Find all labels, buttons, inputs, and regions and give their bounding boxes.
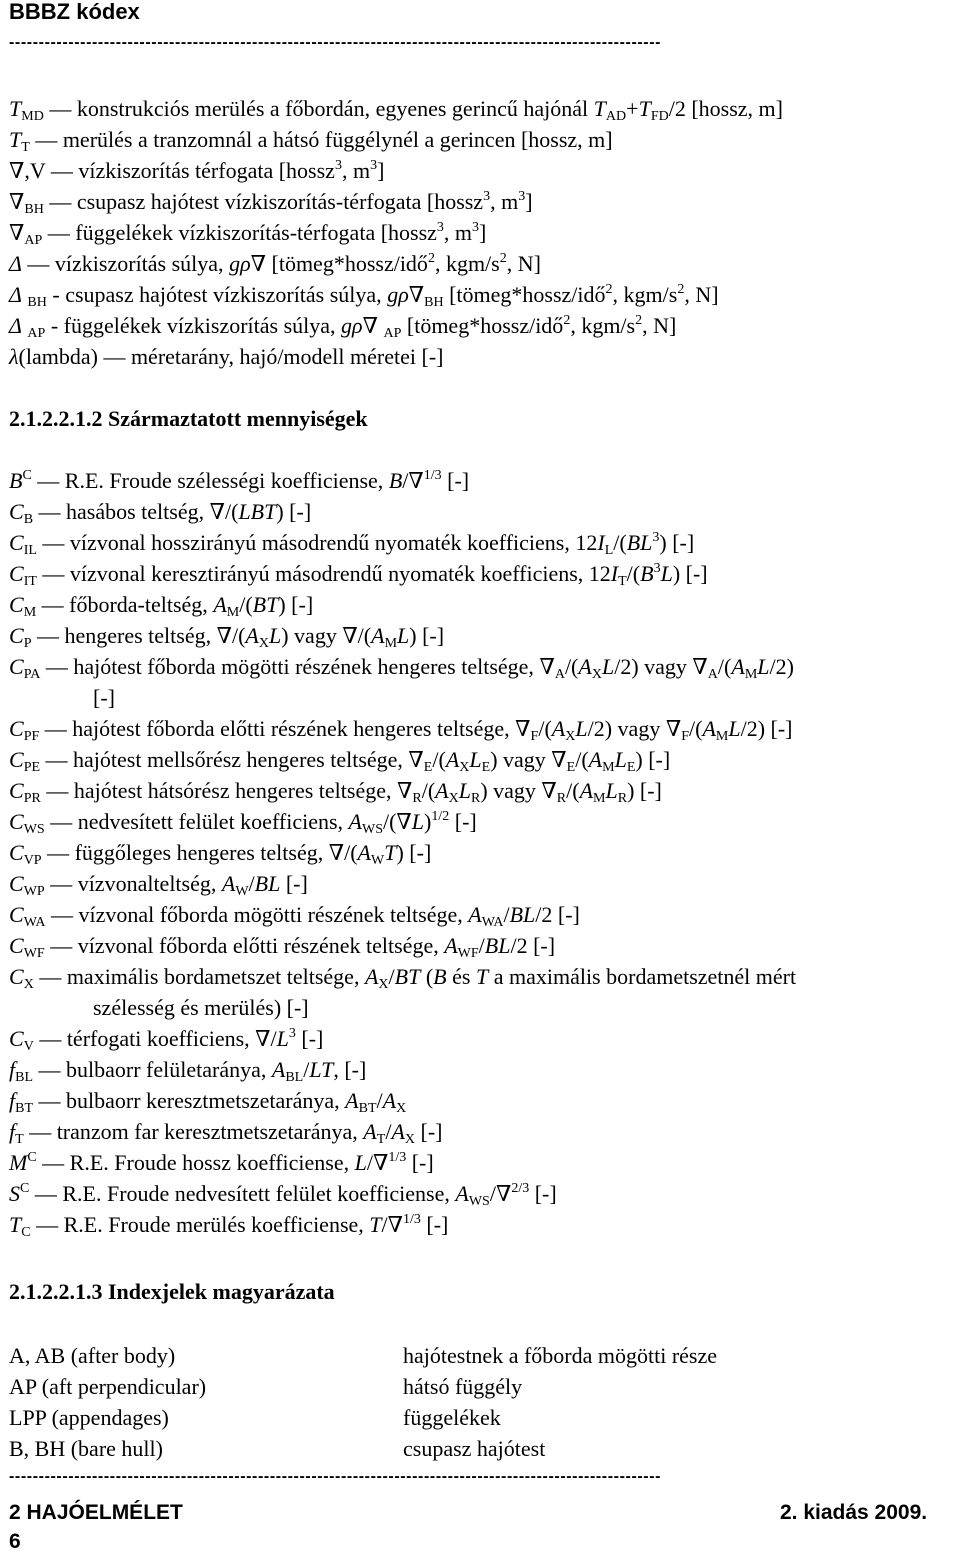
def-delta-ap: Δ $_{AP}$ - függelékek vízkiszorítás súlya, gρ∇ $_{AP}$ [tömeg*hossz/idő$^2$, kgm/$s^2$, N] [9, 313, 677, 341]
def-cpa-cont: [-] [93, 685, 115, 710]
def-cvp: $C_{VP}$ ― függőleges hengeres teltség, $\nabla/(A_WT)$ [-] [9, 840, 432, 868]
footer-chapter: 2 HAJÓELMÉLET [9, 1501, 183, 1524]
def-cm: $C_M$ ― főborda-teltség, $A_M/(BT)$ [-] [9, 592, 314, 620]
header-rule: -------------------------------------------------------------------------------------------------------------- [9, 34, 662, 51]
def-nabla-v: ∇,V ― vízkiszorítás térfogata [hossz$^3$, $m^3$] [9, 158, 385, 183]
def-cv: $C_V$ ― térfogati koefficiens, $\nabla/L^3$ [-] [9, 1026, 324, 1054]
def-ft: $f_T$ ― tranzom far keresztmetszetaránya, $A_T/A_X$ [-] [9, 1119, 443, 1147]
index-row: AP (aft perpendicular) hátsó függély [9, 1374, 523, 1399]
def-cpr: $C_{PR}$ ― hajótest hátsórész hengeres teltsége, $\nabla_R/(A_XL_R)$ vagy $\nabla_R/(A_ML_R)$ [-] [9, 778, 662, 806]
def-sc: $S^C$ ― R.E. Froude nedvesített felület koefficiense, $A_{WS}/\nabla^{2/3}$ [-] [9, 1181, 557, 1209]
def-cx-cont: szélesség és merülés) [-] [93, 995, 309, 1020]
index-row: LPP (appendages) függelékek [9, 1405, 501, 1430]
def-tc: $T_C$ ― R.E. Froude merülés koefficiense, T/∇$^{1/3}$ [-] [9, 1212, 449, 1240]
footer-rule: -------------------------------------------------------------------------------------------------------------- [9, 1468, 662, 1485]
def-cb: $C_B$ ― hasábos teltség, ∇/(LBT) [-] [9, 499, 312, 527]
def-cwp: $C_{WP}$ ― vízvonalteltség, $A_W/BL$ [-] [9, 871, 308, 899]
def-cwa: $C_{WA}$ ― vízvonal főborda mögötti részének teltsége, $A_{WA}/BL/2$ [-] [9, 902, 580, 930]
def-cwf: $C_{WF}$ ― vízvonal főborda előtti részének teltsége, $A_{WF}/BL/2$ [-] [9, 933, 556, 961]
index-row: B, BH (bare hull) csupasz hajótest [9, 1436, 546, 1461]
def-nabla-ap: $\nabla_{AP}$ ― függelékek vízkiszorítás-térfogata [hossz$^3$, $m^3$] [9, 220, 487, 248]
document-header-title: BBBZ kódex [9, 0, 140, 24]
def-bc: $B^C$ ― R.E. Froude szélességi koefficiense, B/∇$^{1/3}$ [-] [9, 468, 470, 493]
def-lambda: λ(lambda) ― méretarány, hajó/modell méretei [-] [9, 344, 444, 369]
section-heading-index: 2.1.2.2.1.3 Indexjelek magyarázata [9, 1279, 335, 1304]
def-nabla-bh: $\nabla_{BH}$ ― csupasz hajótest vízkiszorítás-térfogata [hossz$^3$, $m^3$] [9, 189, 533, 217]
def-mc: $M^C$ ― R.E. Froude hossz koefficiense, L/∇$^{1/3}$ [-] [9, 1150, 434, 1175]
def-cp: $C_P$ ― hengeres teltség, $\nabla/(A_XL)$ vagy $\nabla/(A_ML)$ [-] [9, 623, 445, 651]
def-delta-bh: Δ $_{BH}$ - csupasz hajótest vízkiszorítás súlya, $g\rho\nabla_{BH}$ [tömeg*hossz/idő$^2$, kgm/$s^2$, N] [9, 282, 719, 310]
page-number: 6 [9, 1530, 21, 1553]
def-cpa: $C_{PA}$ ― hajótest főborda mögötti részének hengeres teltsége, $\nabla_A/(A_XL/2)$ vagy $\nabla_A/(A_ML/2)$ [9, 654, 794, 682]
index-row: A, AB (after body) hajótestnek a főborda mögötti része [9, 1343, 718, 1368]
def-tt: $T_T$ ― merülés a tranzomnál a hátsó függélynél a gerincen [hossz, m] [9, 127, 613, 155]
def-cx: $C_X$ ― maximális bordametszet teltsége, $A_X/BT$ (B és T a maximális bordametszetnél mért [9, 964, 797, 992]
section-heading-derived: 2.1.2.2.1.2 Származtatott mennyiségek [9, 406, 368, 431]
def-fbt: $f_{BT}$ ― bulbaorr keresztmetszetaránya, $A_{BT}/A_X$ [9, 1088, 407, 1116]
def-delta: Δ ― vízkiszorítás súlya, gρ∇ [tömeg*hossz/idő$^2$, kgm/$s^2$, N] [9, 251, 541, 276]
def-cws: $C_{WS}$ ― nedvesített felület koefficiens, $A_{WS}/(\nabla L)^{1/2}$ [-] [9, 809, 477, 837]
footer-edition: 2. kiadás 2009. [780, 1501, 928, 1524]
def-cit: $C_{IT}$ ― vízvonal keresztirányú másodrendű nyomaték koefficiens, $12I_T/(B^3L)$ [-] [9, 561, 708, 589]
def-cpe: $C_{PE}$ ― hajótest mellsőrész hengeres teltsége, $\nabla_E/(A_XL_E)$ vagy $\nabla_E/(A_ML_E)$ [-] [9, 747, 671, 775]
def-tmd: $T_{MD}$ ― konstrukciós merülés a főbordán, egyenes gerincű hajónál $T_{AD}+T_{FD}/2$ [hossz, m] [9, 96, 783, 124]
def-fbl: $f_{BL}$ ― bulbaorr felületaránya, $A_{BL}/LT$, [-] [9, 1057, 367, 1085]
def-cil: $C_{IL}$ ― vízvonal hosszirányú másodrendű nyomaték koefficiens, $12I_L/(BL^3)$ [-] [9, 530, 695, 558]
def-cpf: $C_{PF}$ ― hajótest főborda előtti részének hengeres teltsége, $\nabla_F/(A_XL/2)$ vagy $\nabla_F/(A_ML/2)$ [-] [9, 716, 793, 744]
